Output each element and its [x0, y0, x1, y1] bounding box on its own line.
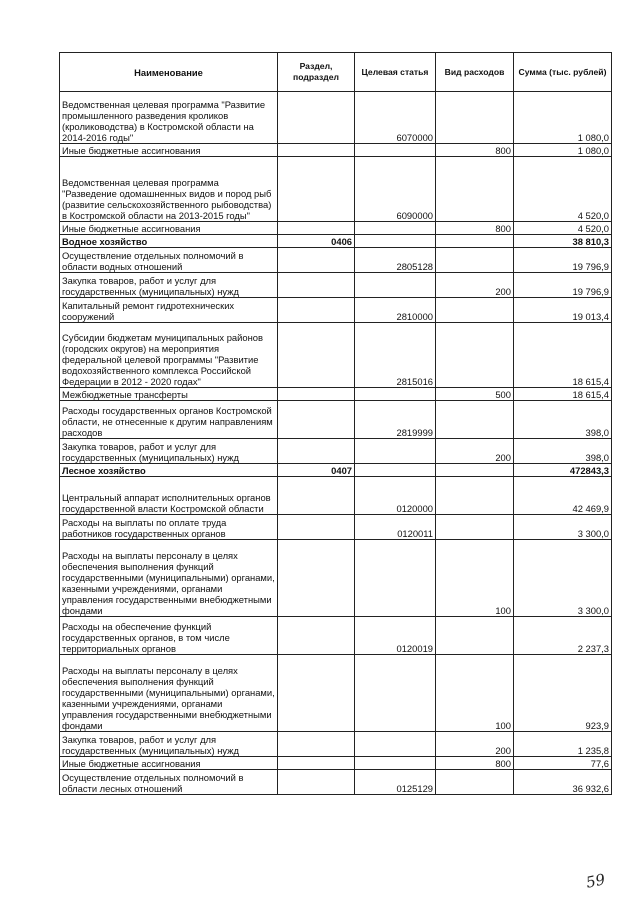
row-name-cell: Водное хозяйство [60, 235, 278, 248]
row-article-cell: 6090000 [355, 157, 436, 222]
row-article-cell [355, 235, 436, 248]
row-name-cell: Ведомственная целевая программа "Разведение одомашненных видов и пород рыб (развитие сельскохозяйственного рыбоводства) в Костромской области на 2013-2015 годы" [60, 157, 278, 222]
row-name-cell: Расходы на выплаты персоналу в целях обеспечения выполнения функций государственными (муниципальными) органами, казенными учреждениями, органами управления государственными внебюджетными фондами [60, 655, 278, 732]
row-kind-cell [436, 477, 514, 515]
row-name-cell: Ведомственная целевая программа "Развитие промышленного разведения кроликов (кролиководства) в Костромской области на 2014-2016 годы" [60, 92, 278, 144]
row-kind-cell: 800 [436, 222, 514, 235]
row-article-cell [355, 222, 436, 235]
row-section-cell [278, 617, 355, 655]
row-name-cell: Иные бюджетные ассигнования [60, 144, 278, 157]
row-sum-cell: 1 080,0 [514, 92, 612, 144]
row-name-cell: Расходы на выплаты персоналу в целях обеспечения выполнения функций государственными (муниципальными) органами, казенными учреждениями, органами управления государственными внебюджетными фондами [60, 540, 278, 617]
row-article-cell [355, 388, 436, 401]
table-row [60, 248, 612, 273]
table-row [60, 323, 612, 388]
row-name-cell: Расходы государственных органов Костромской области, не отнесенные к другим направлениям расходов [60, 401, 278, 439]
table-row [60, 401, 612, 439]
row-kind-cell: 800 [436, 144, 514, 157]
row-name-cell: Иные бюджетные ассигнования [60, 222, 278, 235]
table-row [60, 540, 612, 617]
row-name-cell: Иные бюджетные ассигнования [60, 757, 278, 770]
header-name: Наименование [60, 53, 278, 92]
table-row [60, 235, 612, 248]
page-number: 59 [584, 870, 607, 892]
row-kind-cell [436, 92, 514, 144]
row-section-cell [278, 388, 355, 401]
row-sum-cell: 19 796,9 [514, 248, 612, 273]
row-name-cell: Расходы на обеспечение функций государственных органов, в том числе территориальных органов [60, 617, 278, 655]
row-sum-cell: 3 300,0 [514, 540, 612, 617]
row-section-cell [278, 655, 355, 732]
table-row [60, 157, 612, 222]
row-section-cell [278, 157, 355, 222]
row-section-cell [278, 477, 355, 515]
table-body [60, 92, 612, 795]
row-article-cell [355, 655, 436, 732]
row-section-cell [278, 540, 355, 617]
row-kind-cell [436, 323, 514, 388]
row-kind-cell [436, 617, 514, 655]
row-name-cell: Осуществление отдельных полномочий в области водных отношений [60, 248, 278, 273]
row-name-cell: Закупка товаров, работ и услуг для государственных (муниципальных) нужд [60, 439, 278, 464]
table-row [60, 770, 612, 795]
row-kind-cell [436, 298, 514, 323]
table-row [60, 732, 612, 757]
row-name-cell: Субсидии бюджетам муниципальных районов (городских округов) на мероприятия федеральной целевой программы "Развитие водохозяйственного комплекса Российской Федерации в 2012 - 2020 годах" [60, 323, 278, 388]
row-article-cell [355, 464, 436, 477]
row-sum-cell: 4 520,0 [514, 157, 612, 222]
row-name-cell: Центральный аппарат исполнительных органов государственной власти Костромской области [60, 477, 278, 515]
row-section-cell: 0406 [278, 235, 355, 248]
row-section-cell [278, 248, 355, 273]
row-kind-cell: 100 [436, 655, 514, 732]
row-section-cell [278, 401, 355, 439]
row-sum-cell: 77,6 [514, 757, 612, 770]
row-sum-cell: 1 080,0 [514, 144, 612, 157]
table-header-row [60, 53, 612, 92]
row-kind-cell: 200 [436, 732, 514, 757]
header-sum: Сумма (тыс. рублей) [514, 53, 612, 92]
row-section-cell [278, 323, 355, 388]
row-sum-cell: 19 013,4 [514, 298, 612, 323]
row-kind-cell [436, 157, 514, 222]
row-sum-cell: 19 796,9 [514, 273, 612, 298]
row-section-cell [278, 732, 355, 757]
row-sum-cell: 38 810,3 [514, 235, 612, 248]
row-article-cell: 0120019 [355, 617, 436, 655]
table-row [60, 655, 612, 732]
row-kind-cell: 100 [436, 540, 514, 617]
table-row [60, 144, 612, 157]
row-article-cell [355, 144, 436, 157]
row-sum-cell: 18 615,4 [514, 388, 612, 401]
row-section-cell [278, 757, 355, 770]
row-kind-cell [436, 464, 514, 477]
row-article-cell: 2815016 [355, 323, 436, 388]
table-row [60, 92, 612, 144]
header-section: Раздел, подраздел [278, 53, 355, 92]
row-sum-cell: 4 520,0 [514, 222, 612, 235]
row-kind-cell [436, 770, 514, 795]
row-sum-cell: 472843,3 [514, 464, 612, 477]
row-section-cell [278, 222, 355, 235]
table-row [60, 464, 612, 477]
row-sum-cell: 1 235,8 [514, 732, 612, 757]
row-kind-cell [436, 235, 514, 248]
row-sum-cell: 923,9 [514, 655, 612, 732]
row-article-cell [355, 439, 436, 464]
row-sum-cell: 398,0 [514, 401, 612, 439]
row-article-cell: 6070000 [355, 92, 436, 144]
row-kind-cell [436, 248, 514, 273]
row-kind-cell: 200 [436, 439, 514, 464]
row-sum-cell: 398,0 [514, 439, 612, 464]
row-article-cell: 2819999 [355, 401, 436, 439]
row-section-cell [278, 298, 355, 323]
table-row [60, 273, 612, 298]
table-row [60, 439, 612, 464]
table-row [60, 388, 612, 401]
budget-table [59, 52, 612, 795]
header-article: Целевая статья [355, 53, 436, 92]
row-section-cell [278, 439, 355, 464]
row-article-cell [355, 732, 436, 757]
row-sum-cell: 3 300,0 [514, 515, 612, 540]
row-article-cell: 0120000 [355, 477, 436, 515]
row-section-cell [278, 92, 355, 144]
row-section-cell [278, 144, 355, 157]
row-kind-cell [436, 401, 514, 439]
row-name-cell: Лесное хозяйство [60, 464, 278, 477]
row-name-cell: Закупка товаров, работ и услуг для государственных (муниципальных) нужд [60, 732, 278, 757]
table-row [60, 617, 612, 655]
row-article-cell: 0125129 [355, 770, 436, 795]
row-kind-cell [436, 515, 514, 540]
header-kind: Вид расходов [436, 53, 514, 92]
table-row [60, 477, 612, 515]
row-name-cell: Капитальный ремонт гидротехнических сооружений [60, 298, 278, 323]
row-name-cell: Закупка товаров, работ и услуг для государственных (муниципальных) нужд [60, 273, 278, 298]
row-kind-cell: 200 [436, 273, 514, 298]
row-sum-cell: 36 932,6 [514, 770, 612, 795]
table-row [60, 222, 612, 235]
row-kind-cell: 500 [436, 388, 514, 401]
row-section-cell: 0407 [278, 464, 355, 477]
row-article-cell [355, 540, 436, 617]
row-article-cell: 2810000 [355, 298, 436, 323]
row-article-cell: 0120011 [355, 515, 436, 540]
row-section-cell [278, 770, 355, 795]
row-name-cell: Межбюджетные трансферты [60, 388, 278, 401]
row-name-cell: Осуществление отдельных полномочий в области лесных отношений [60, 770, 278, 795]
row-article-cell [355, 273, 436, 298]
table-row [60, 298, 612, 323]
table-row [60, 757, 612, 770]
row-sum-cell: 42 469,9 [514, 477, 612, 515]
row-sum-cell: 18 615,4 [514, 323, 612, 388]
row-section-cell [278, 273, 355, 298]
row-name-cell: Расходы на выплаты по оплате труда работников государственных органов [60, 515, 278, 540]
row-sum-cell: 2 237,3 [514, 617, 612, 655]
row-section-cell [278, 515, 355, 540]
table-row [60, 515, 612, 540]
row-article-cell [355, 757, 436, 770]
row-kind-cell: 800 [436, 757, 514, 770]
row-article-cell: 2805128 [355, 248, 436, 273]
